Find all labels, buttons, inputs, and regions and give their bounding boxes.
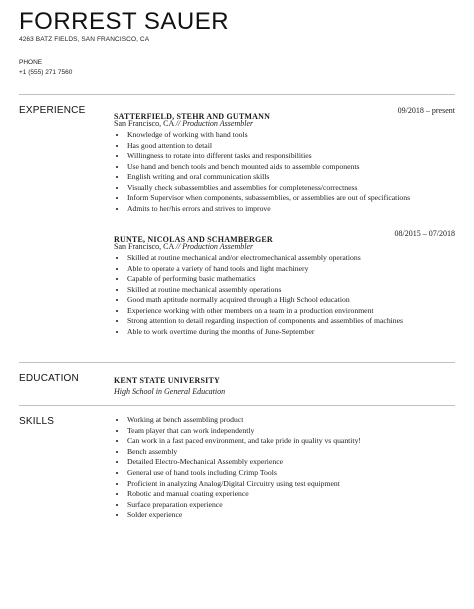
phone-label: PHONE: [19, 59, 43, 66]
list-item: • Robotic and manual coating experience: [127, 489, 455, 500]
list-item: • Able to work overtime during the months of June-September: [127, 327, 455, 338]
list-item: • Solder experience: [127, 510, 455, 521]
job-title: Production Assembler: [182, 242, 254, 251]
section-divider-skills: [19, 405, 455, 406]
list-item: • Working at bench assembling product: [127, 415, 455, 426]
list-item: • Able to operate a variety of hand tools and light machinery: [127, 264, 455, 275]
list-item: • Willingness to rotate into different tasks and responsibilities: [127, 151, 455, 162]
employer-name: RUNTE, NICOLAS AND SCHAMBERGER: [114, 235, 273, 244]
list-item: • Bench assembly: [127, 447, 455, 458]
section-title-education: EDUCATION: [19, 373, 79, 384]
section-title-experience: EXPERIENCE: [19, 105, 86, 116]
list-item: • Inform Supervisor when components, subassemblies, or assemblies are out of specifications: [127, 193, 455, 204]
job-header: [114, 229, 455, 244]
list-item: • Detailed Electro-Mechanical Assembly experience: [127, 457, 455, 468]
list-item: • Team player that can work independently: [127, 426, 455, 437]
list-item: • Skilled at routine mechanical assembly operations: [127, 285, 455, 296]
job-dates: 09/2018 – present: [397, 106, 455, 115]
job-dates: 08/2015 – 07/2018: [394, 229, 455, 238]
list-item: • Admits to her/his errors and strives to improve: [127, 204, 455, 215]
education-entry: [114, 375, 455, 397]
job-bullets: [114, 130, 455, 214]
job-bullets: [114, 253, 455, 337]
list-item: • Can work in a fast paced environment, and take pride in quality vs quantity!: [127, 436, 455, 447]
list-item: • Good math aptitude normally acquired through a High School education: [127, 295, 455, 306]
list-item: • Experience working with other members on a team in a production environment: [127, 306, 455, 317]
list-item: • Skilled at routine mechanical and/or electromechanical assembly operations: [127, 253, 455, 264]
section-divider-experience: [19, 94, 455, 95]
job-separator: //: [175, 242, 181, 251]
list-item: • General use of hand tools including Crimp Tools: [127, 468, 455, 479]
list-item: • Strong attention to detail regarding inspection of components and assemblies of machines: [127, 316, 455, 327]
job-title: Production Assembler: [182, 119, 254, 128]
job-location: San Francisco, CA: [114, 242, 174, 251]
list-item: • Visually check subassemblies and assemblies for completeness/correctness: [127, 183, 455, 194]
list-item: • English writing and oral communication skills: [127, 172, 455, 183]
section-title-skills: SKILLS: [19, 416, 55, 427]
skills-list: [114, 415, 455, 521]
list-item: • Use hand and bench tools and bench mounted aids to assemble components: [127, 162, 455, 173]
job-entry-1: [114, 106, 455, 214]
list-item: • Surface preparation experience: [127, 500, 455, 511]
candidate-name: FORREST SAUER: [19, 8, 230, 35]
list-item: • Knowledge of working with hand tools: [127, 130, 455, 141]
employer-name: SATTERFIELD, STEHR AND GUTMANN: [114, 112, 271, 121]
job-separator: //: [175, 119, 181, 128]
section-divider-education: [19, 362, 455, 363]
job-entry-2: [114, 229, 455, 337]
list-item: • Proficient in analyzing Analog/Digital Circuitry using test equipment: [127, 479, 455, 490]
job-location: San Francisco, CA: [114, 119, 174, 128]
skills-entry: [114, 414, 455, 521]
contact-block: [19, 58, 72, 78]
list-item: • Has good attention to detail: [127, 141, 455, 152]
list-item: • Capable of performing basic mathematics: [127, 274, 455, 285]
job-header: [114, 106, 455, 121]
degree: High School in General Education: [114, 387, 226, 396]
candidate-address: 4263 BATZ FIELDS, SAN FRANCISCO, CA: [19, 36, 150, 43]
school-name: KENT STATE UNIVERSITY: [114, 376, 221, 385]
phone-number: +1 (555) 271 7560: [19, 69, 73, 76]
